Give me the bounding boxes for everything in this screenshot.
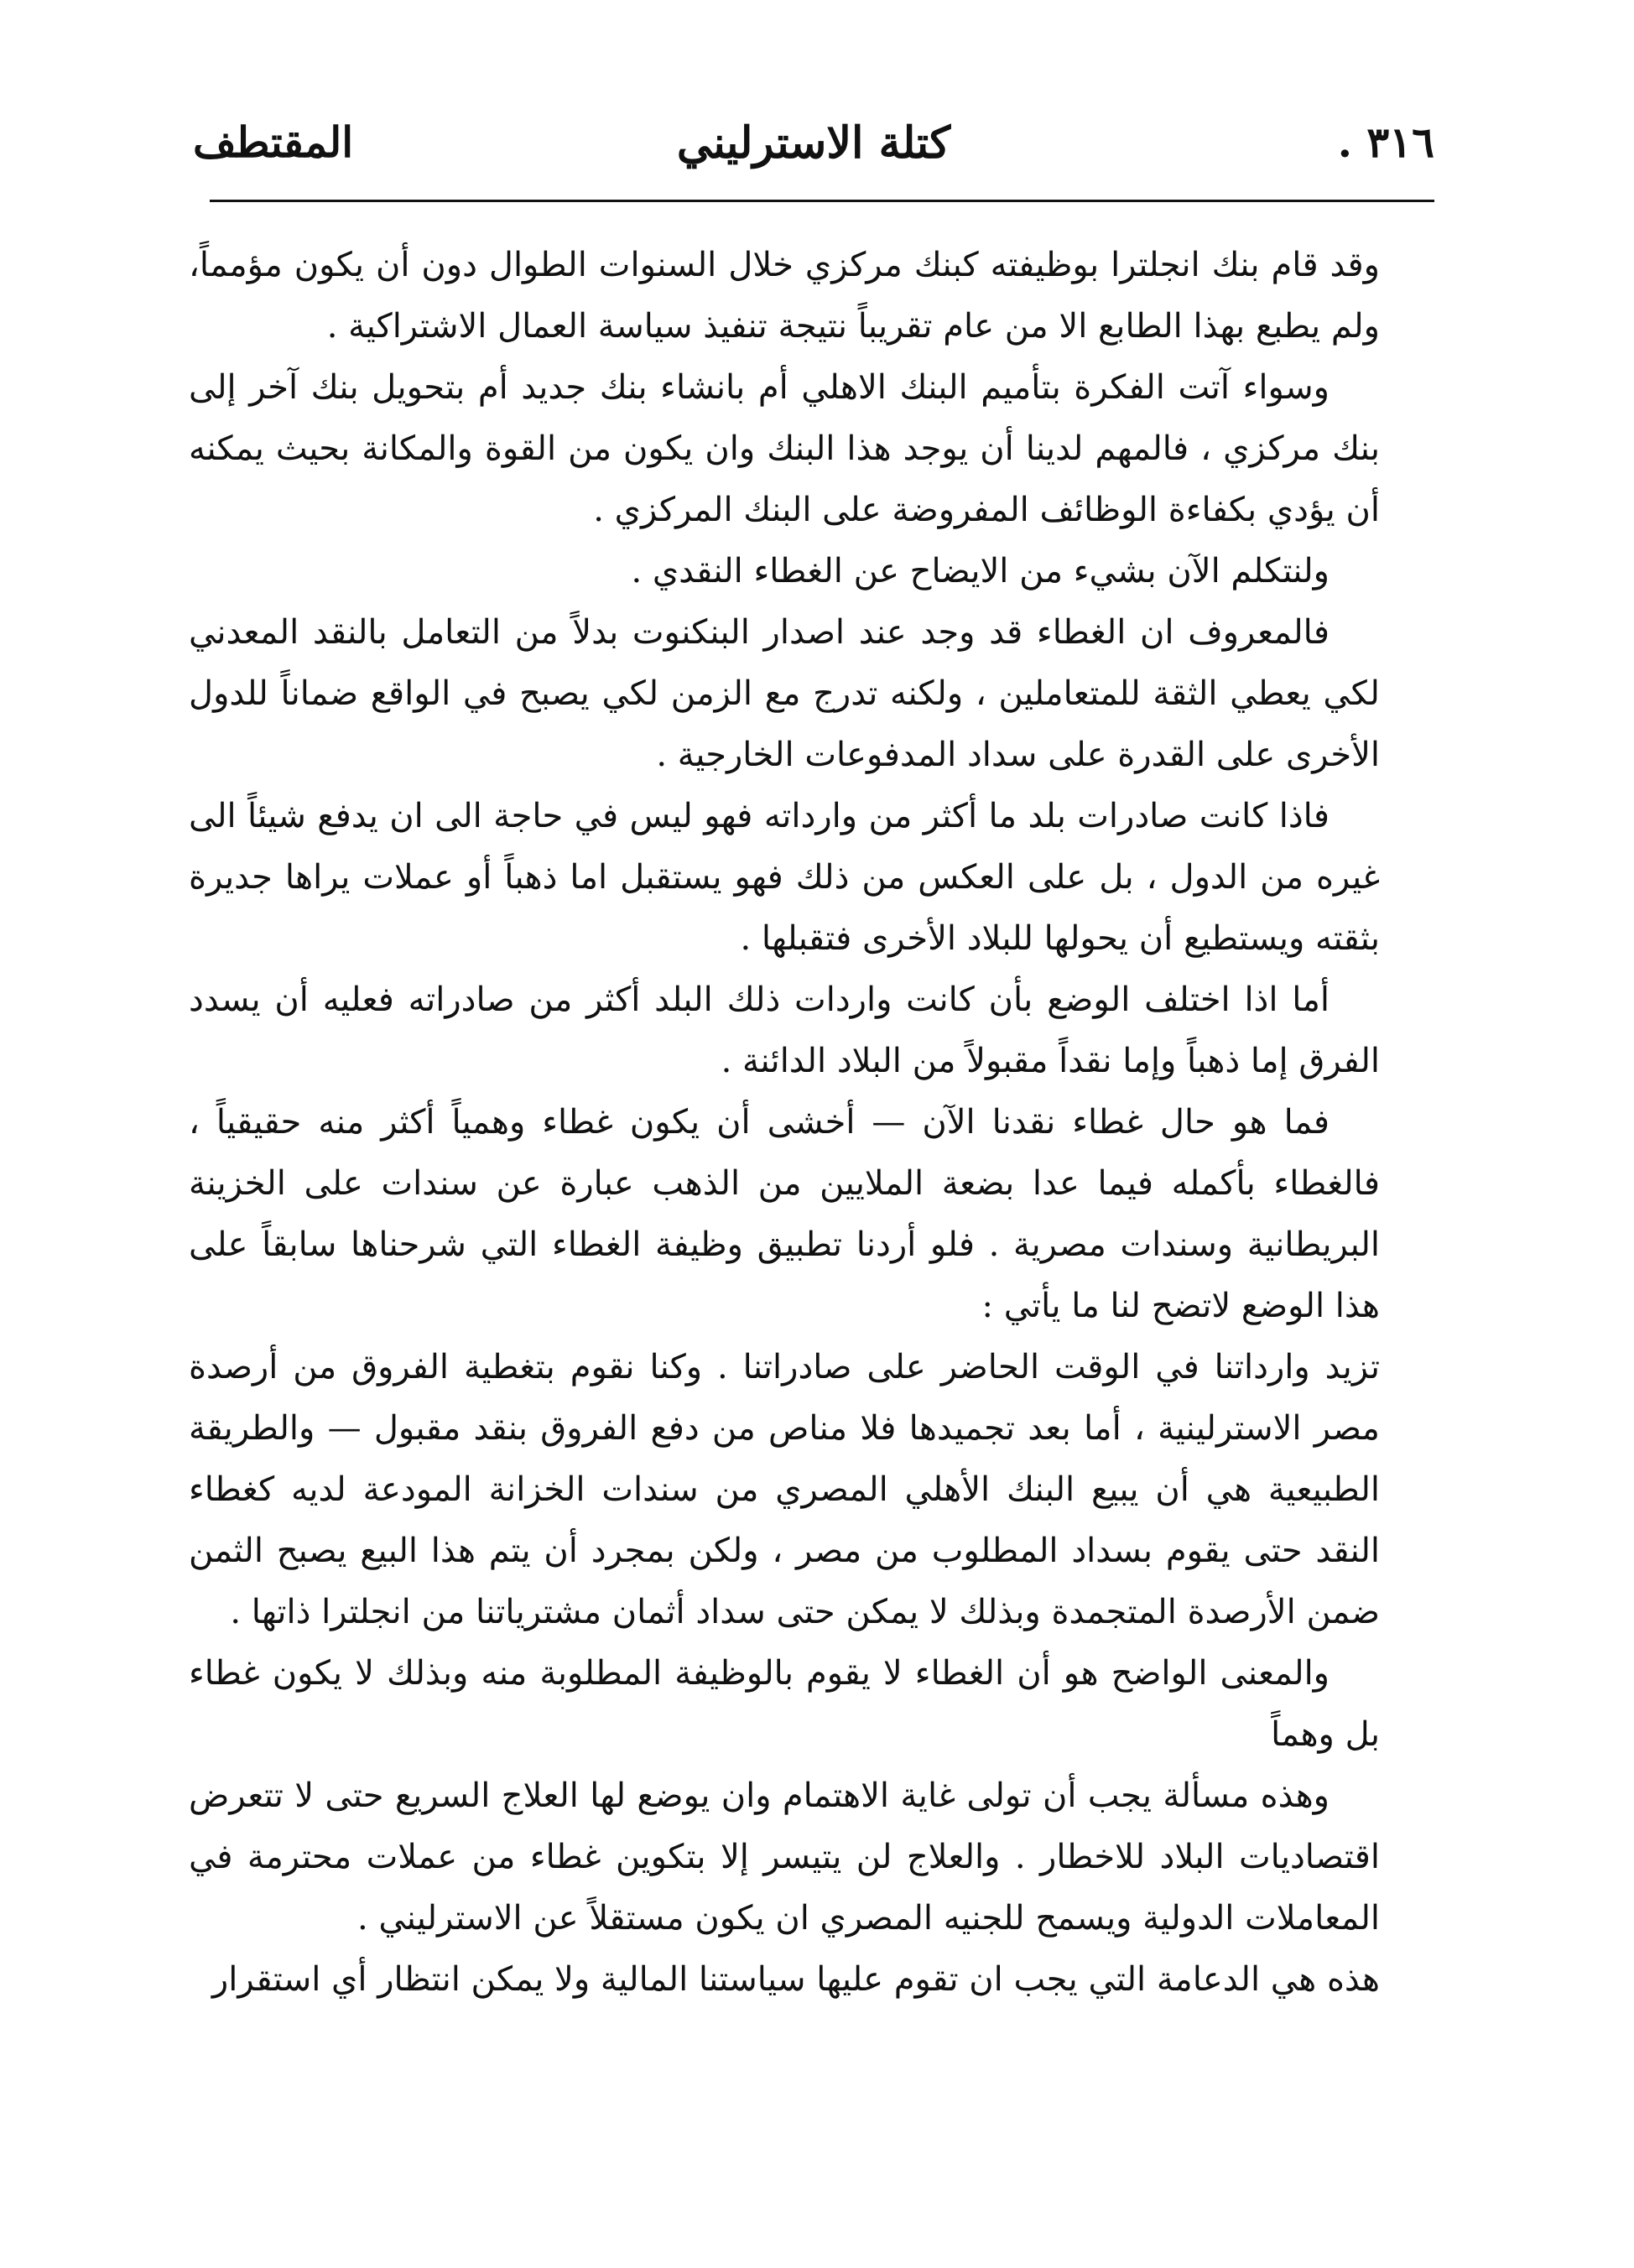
page-header (193, 117, 1434, 185)
paragraph: ولنتكلم الآن بشيء من الايضاح عن الغطاء النقدي . (631, 552, 1330, 590)
header-divider (210, 200, 1434, 202)
paragraph: فاذا كانت صادرات بلد ما أكثر من وارداته فهو ليس في حاجة الى ان يدفع شيئاً الى غيره من الدول ، بل على العكس من ذلك فهو يستقبل اما ذهباً أو عملات يراها جديرة بثقته ويستطيع أن يحولها للبلاد الأخرى فتقبلها . (189, 797, 1380, 958)
paragraph: تزيد وارداتنا في الوقت الحاضر على صادراتنا . وكنا نقوم بتغطية الفروق من أرصدة مصر الاسترلينية ، أما بعد تجميدها فلا مناص من دفع الفروق بنقد مقبول — والطريقة الطبيعية هي أن يبيع البنك الأهلي المصري من سندات الخزانة المودعة لديه كغطاء النقد حتى يقوم بسداد المطلوب من مصر ، ولكن بمجرد أن يتم هذا البيع يصبح الثمن ضمن الأرصدة المتجمدة وبذلك لا يمكن حتى سداد أثمان مشترياتنا من انجلترا ذاتها . (189, 1348, 1380, 1631)
journal-name: المقتطف (193, 117, 354, 167)
article-body (189, 235, 1380, 2011)
paragraph: هذه هي الدعامة التي يجب ان تقوم عليها سياستنا المالية ولا يمكن انتظار أي استقرار (211, 1960, 1380, 1999)
paragraph: والمعنى الواضح هو أن الغطاء لا يقوم بالوظيفة المطلوبة منه وبذلك لا يكون غطاء بل وهماً (189, 1654, 1380, 1754)
paragraph: أما اذا اختلف الوضع بأن كانت واردات ذلك البلد أكثر من صادراته فعليه أن يسدد الفرق إما ذهباً وإما نقداً مقبولاً من البلاد الدائنة . (189, 981, 1380, 1080)
paragraph: وهذه مسألة يجب أن تولى غاية الاهتمام وان يوضع لها العلاج السريع حتى لا تتعرض اقتصاديات البلاد للاخطار . والعلاج لن يتيسر إلا بتكوين غطاء من عملات محترمة في المعاملات الدولية ويسمح للجنيه المصري ان يكون مستقلاً عن الاسترليني . (189, 1776, 1380, 1938)
paragraph: فالمعروف ان الغطاء قد وجد عند اصدار البنكنوت بدلاً من التعامل بالنقد المعدني لكي يعطي الثقة للمتعاملين ، ولكنه تدرج مع الزمن لكي يصبح في الواقع ضماناً للدول الأخرى على القدرة على سداد المدفوعات الخارجية . (189, 613, 1380, 774)
running-title: كتلة الاسترليني (676, 117, 951, 169)
paragraph: فما هو حال غطاء نقدنا الآن — أخشى أن يكون غطاء وهمياً أكثر منه حقيقياً ، فالغطاء بأكمله فيما عدا بضعة الملايين من الذهب عبارة عن سندات على الخزينة البريطانية وسندات مصرية . فلو أردنا تطبيق وظيفة الغطاء التي شرحناها سابقاً على هذا الوضع لاتضح لنا ما يأتي : (189, 1103, 1380, 1325)
page-number: ٣١٦ . (1337, 117, 1434, 167)
paragraph: وسواء آتت الفكرة بتأميم البنك الاهلي أم بانشاء بنك جديد أم بتحويل بنك آخر إلى بنك مركزي ، فالمهم لدينا أن يوجد هذا البنك وان يكون من القوة والمكانة بحيث يمكنه أن يؤدي بكفاءة الوظائف المفروضة على البنك المركزي . (189, 368, 1380, 529)
paragraph: وقد قام بنك انجلترا بوظيفته كبنك مركزي خلال السنوات الطوال دون أن يكون مؤمماً، ولم يطبع بهذا الطابع الا من عام تقريباً نتيجة تنفيذ سياسة العمال الاشتراكية . (189, 246, 1380, 346)
